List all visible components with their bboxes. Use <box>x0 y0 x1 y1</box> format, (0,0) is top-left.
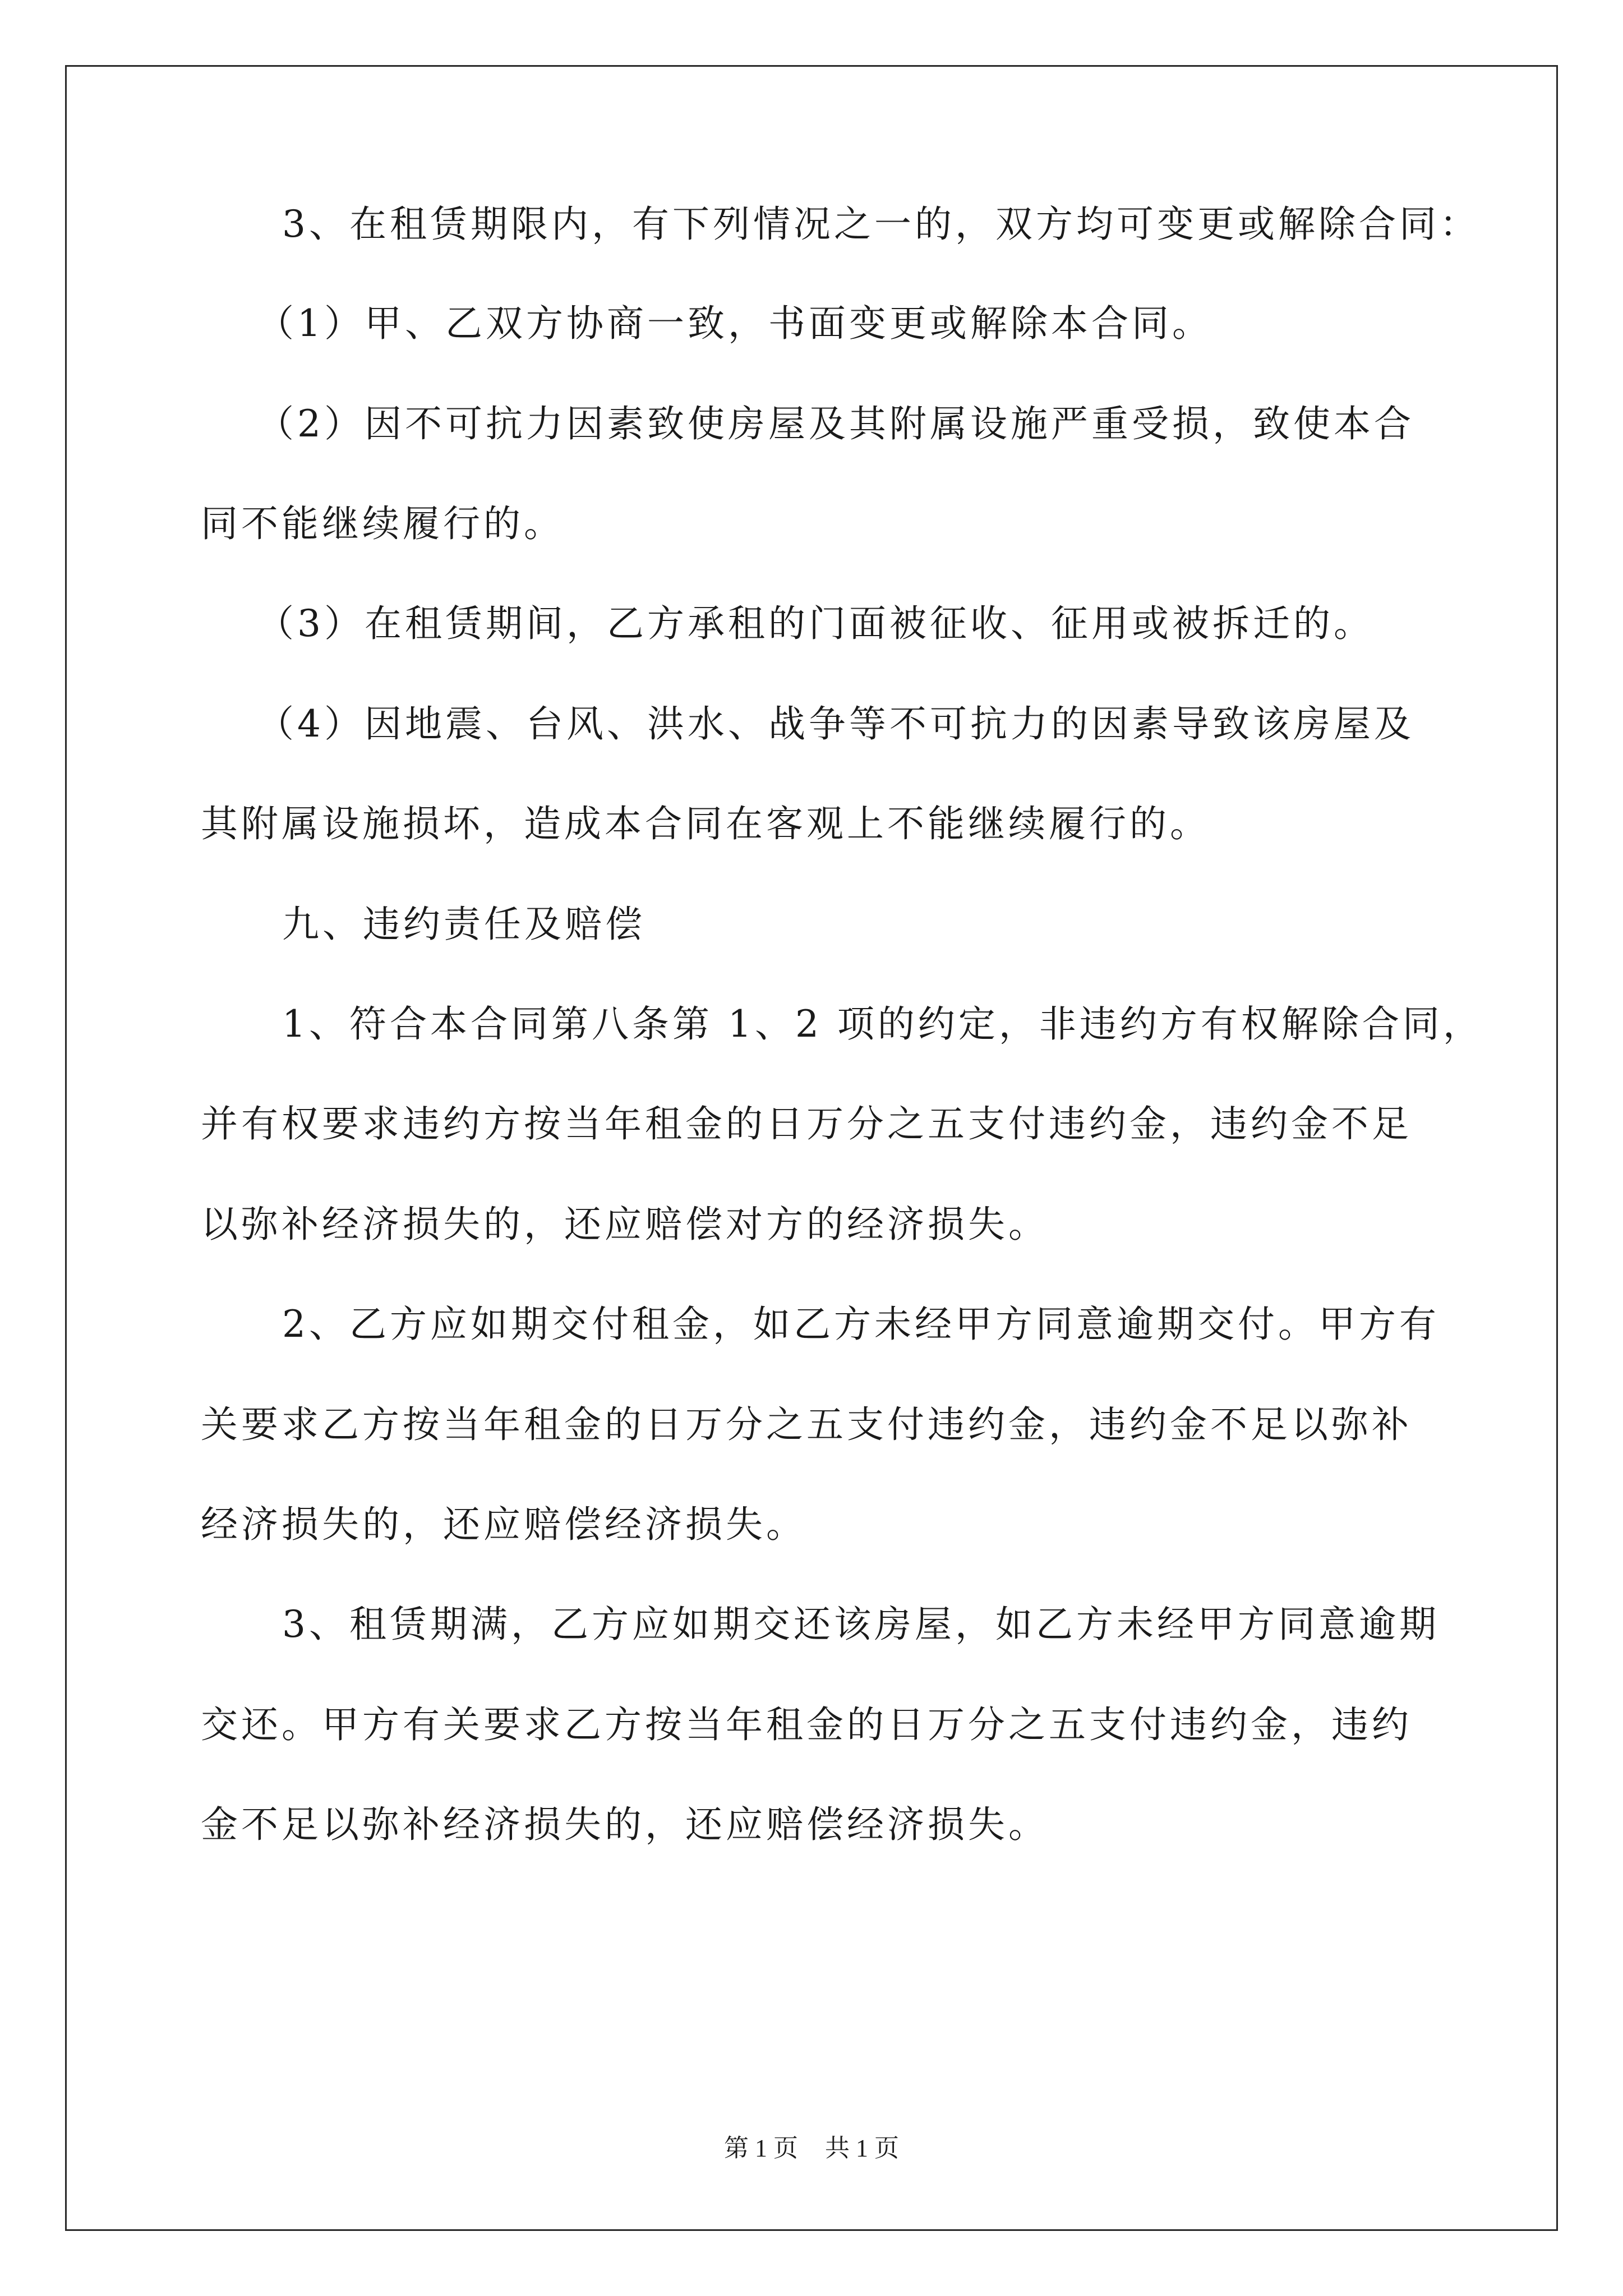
paragraph-line: 交还。甲方有关要求乙方按当年租金的日万分之五支付违约金，违约 <box>201 1703 1412 1746</box>
paragraph-line: 经济损失的，还应赔偿经济损失。 <box>201 1503 806 1546</box>
paragraph-line: 1、符合本合同第八条第 1、2 项的约定，非违约方有权解除合同， <box>282 1002 1483 1046</box>
paragraph-line: 3、在租赁期限内，有下列情况之一的，双方均可变更或解除合同： <box>282 203 1480 246</box>
paragraph-line: 2、乙方应如期交付租金，如乙方未经甲方同意逾期交付。甲方有 <box>282 1303 1440 1346</box>
paragraph-line: 并有权要求违约方按当年租金的日万分之五支付违约金，违约金不足 <box>201 1102 1412 1145</box>
paragraph-line: 其附属设施损坏，造成本合同在客观上不能继续履行的。 <box>201 802 1210 845</box>
paragraph-line: 关要求乙方按当年租金的日万分之五支付违约金，违约金不足以弥补 <box>201 1403 1412 1446</box>
paragraph-line: （4）因地震、台风、洪水、战争等不可抗力的因素导致该房屋及 <box>257 702 1414 746</box>
page-footer <box>0 2132 1623 2165</box>
page-border <box>65 65 1558 2231</box>
paragraph-line: 以弥补经济损失的，还应赔偿对方的经济损失。 <box>201 1203 1049 1246</box>
section-heading: 九、违约责任及赔偿 <box>282 903 645 946</box>
page-count: 共 1 页 <box>825 2134 899 2162</box>
page-number: 第 1 页 <box>724 2134 798 2162</box>
paragraph-line: （3）在租赁期间，乙方承租的门面被征收、征用或被拆迁的。 <box>257 602 1374 645</box>
paragraph-line: 3、租赁期满，乙方应如期交还该房屋，如乙方未经甲方同意逾期 <box>282 1603 1440 1646</box>
paragraph-line: （2）因不可抗力因素致使房屋及其附属设施严重受损，致使本合 <box>257 402 1414 445</box>
paragraph-line: 金不足以弥补经济损失的，还应赔偿经济损失。 <box>201 1803 1049 1846</box>
paragraph-line: （1）甲、乙双方协商一致，书面变更或解除本合同。 <box>257 302 1212 345</box>
paragraph-line: 同不能继续履行的。 <box>201 502 564 545</box>
